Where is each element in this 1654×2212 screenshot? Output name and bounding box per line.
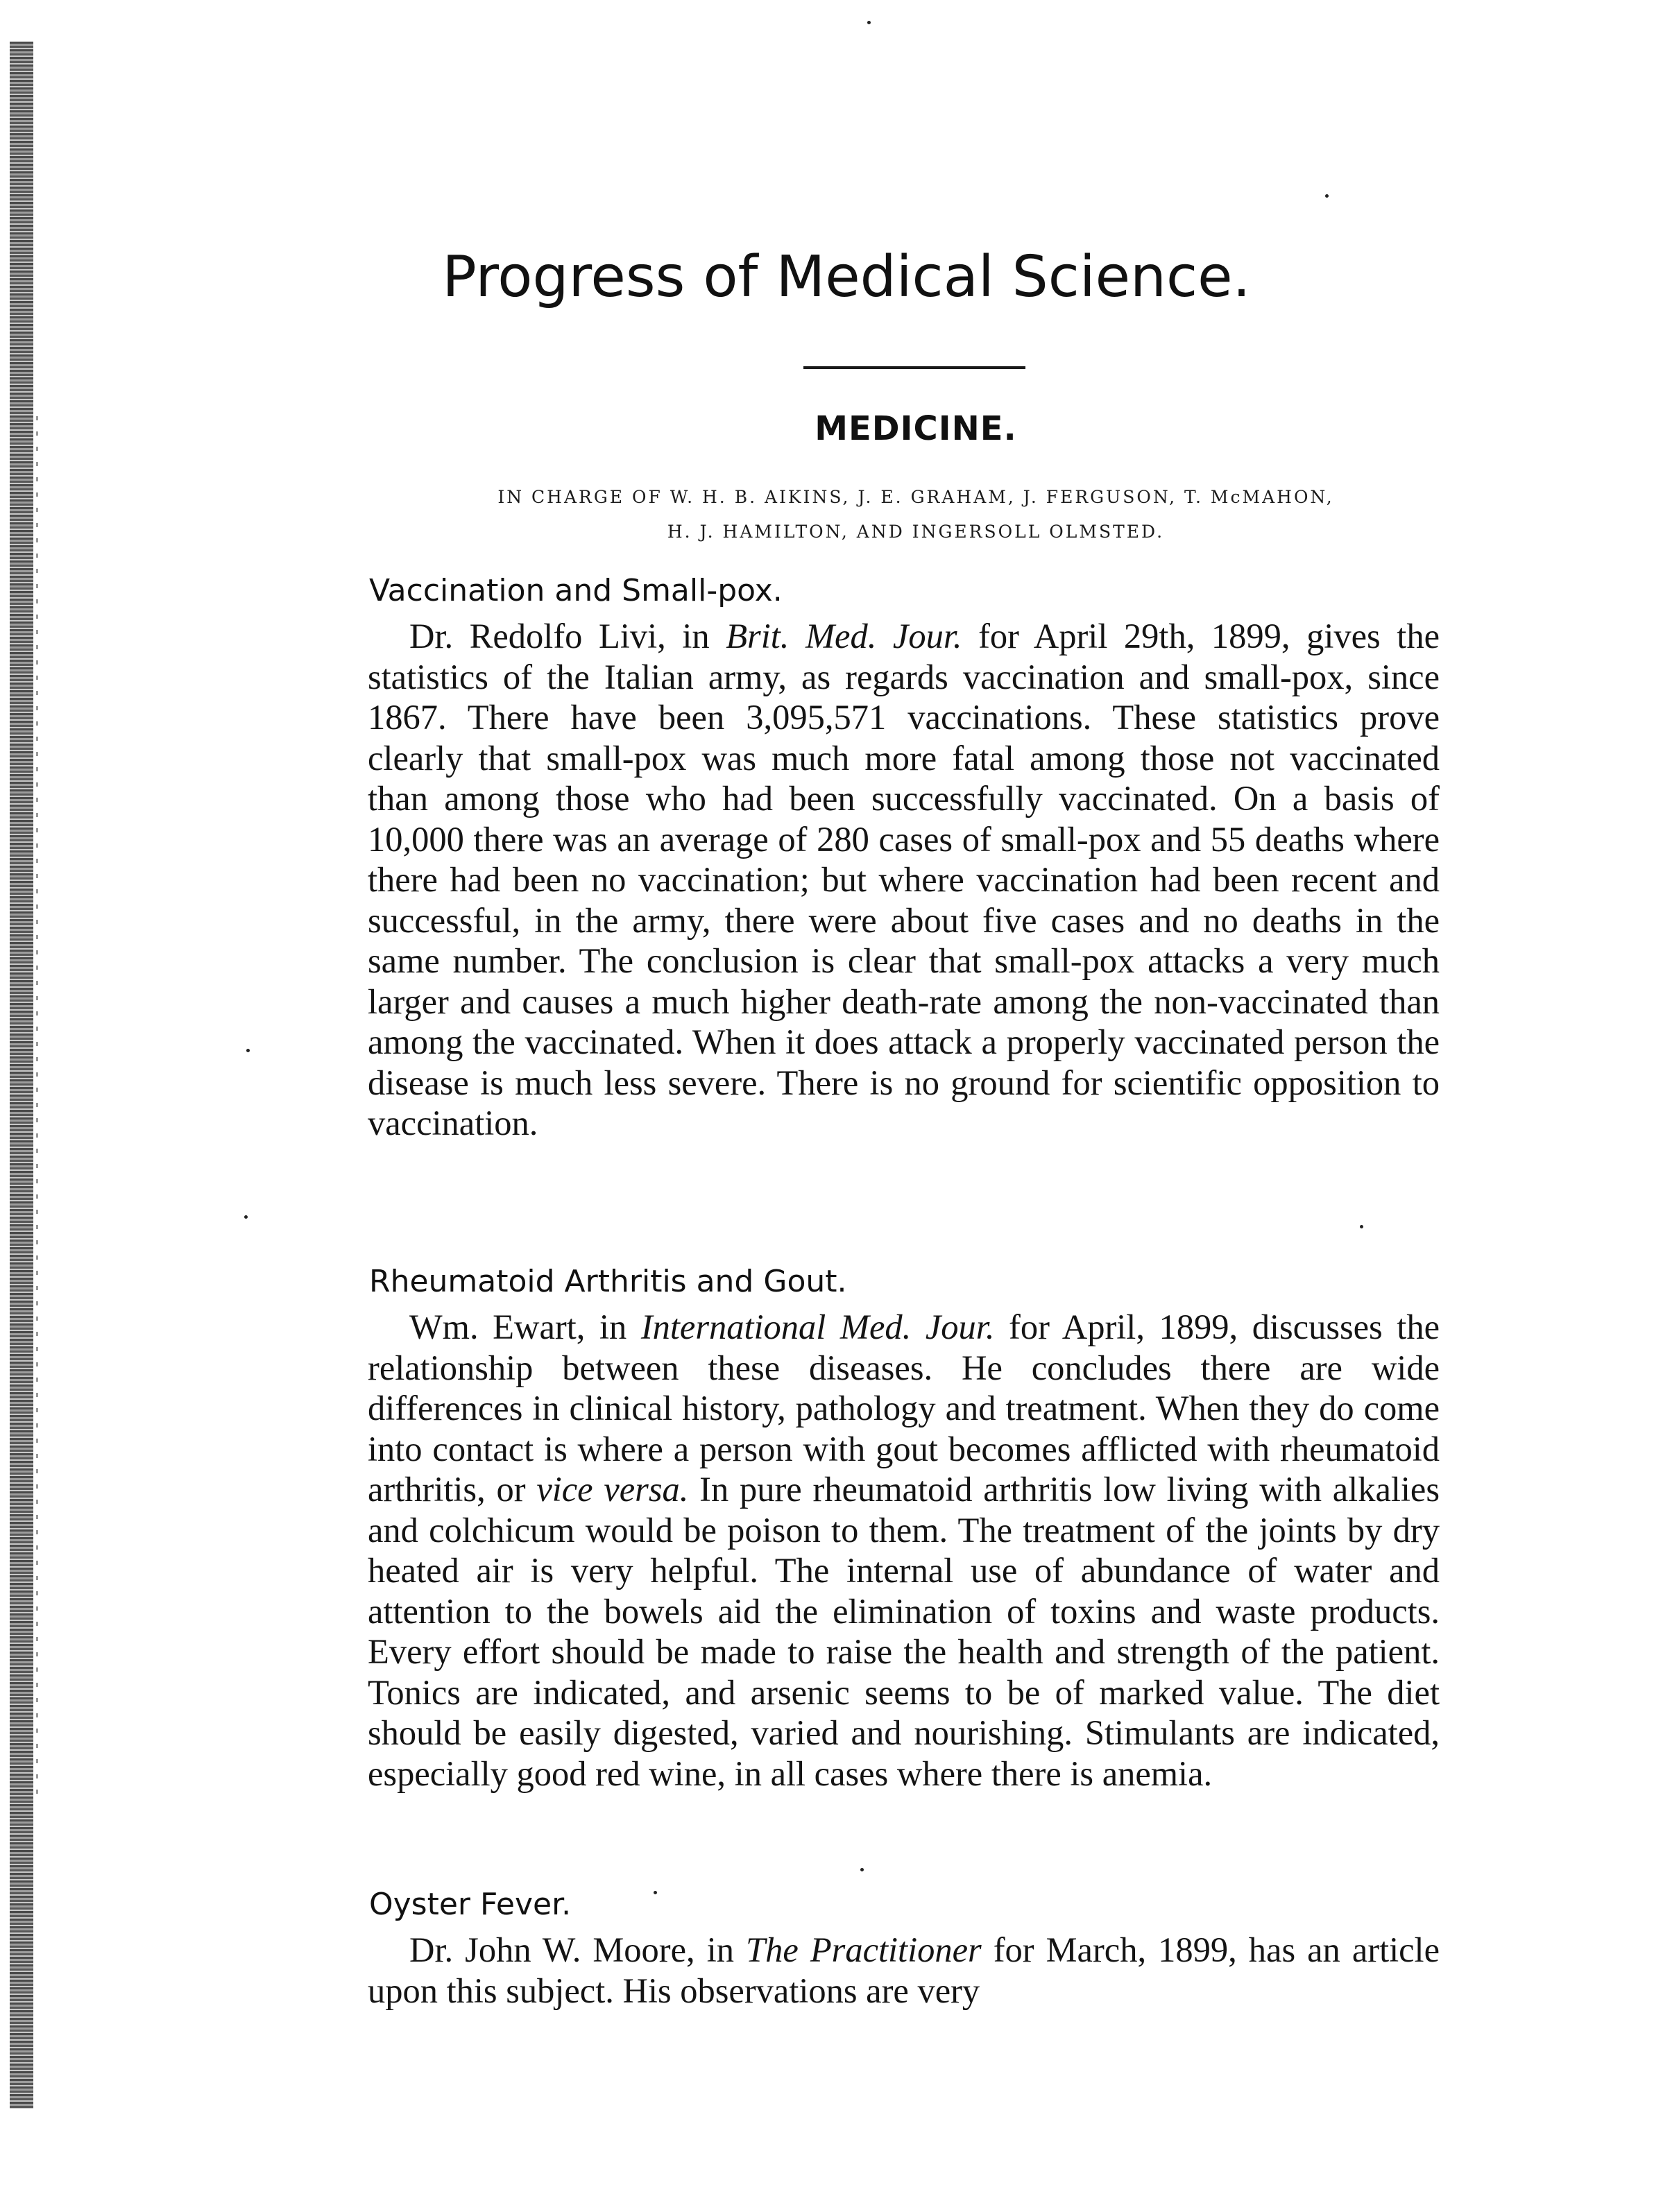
editors-line: IN CHARGE OF W. H. B. AIKINS, J. E. GRAHAM, J. FERGUSON, T. McMAHON,: [497, 487, 1334, 507]
article-paragraph: [368, 1930, 1440, 2011]
journal-title: The Practitioner: [746, 1930, 982, 1969]
editors-line: H. J. HAMILTON, AND INGERSOLL OLMSTED.: [667, 522, 1165, 542]
article-intro: Dr. John W. Moore, in: [409, 1930, 747, 1969]
article-intro: Dr. Redolfo Livi, in: [409, 617, 726, 655]
article-heading: Rheumatoid Arthritis and Gout.: [369, 1264, 847, 1299]
scan-speck: [1360, 1225, 1363, 1228]
article-heading: Vaccination and Small-pox.: [369, 573, 783, 608]
scan-speck: [860, 1868, 864, 1871]
page-title: Progress of Medical Science.: [442, 244, 1251, 310]
title-rule: [803, 366, 1025, 369]
editors-credit: [361, 480, 1471, 549]
scan-speck: [867, 21, 871, 24]
scan-edge-noise: [36, 416, 38, 1803]
article-body: for April, 1899, discusses the relationship between these diseases. He concludes there are wide differences in clinical history, pathology and treatment. When they do come into contact is where a person with gout becomes afflicted with rheumatoid arthritis, or: [368, 1308, 1440, 1509]
article-heading: Oyster Fever.: [369, 1887, 572, 1922]
article-body: for March, 1899, has an article upon this subject. His observations are very: [368, 1930, 1440, 2010]
journal-title: Brit. Med. Jour.: [726, 617, 962, 655]
article-body: In pure rheumatoid arthritis low living with alkalies and colchicum would be poison to them. The treatment of the joints by dry heated air is very helpful. The internal use of abundance of water and attention to the bowels aid the elimination of toxins and waste products. Every effort should be made to raise the health and strength of the patient. Tonics are indicated, and arsenic seems to be of marked value. The diet should be easily digested, varied and nourishing. Stimulants are indicated, especially good red wine, in all cases where there is anemia.: [368, 1470, 1440, 1793]
scan-speck: [244, 1215, 248, 1219]
scan-speck: [1325, 194, 1329, 198]
scan-binding-edge: [10, 42, 33, 2109]
latin-phrase: vice versa.: [536, 1470, 689, 1509]
section-title: MEDICINE.: [815, 409, 1017, 448]
article-paragraph: [368, 616, 1440, 1144]
article-body: for April 29th, 1899, gives the statistics of the Italian army, as regards vaccination and small-pox, since 1867. There have been 3,095,571 vaccinations. These statistics prove clearly that small-pox was much more fatal among those not vaccinated than among those who had been successfully vaccinated. On a basis of 10,000 there was an average of 280 cases of small-pox and 55 deaths where there had been no vaccination; but where vaccination had been recent and successful, in the army, there were about five cases and no deaths in the same number. The conclusion is clear that small-pox attacks a very much larger and causes a much higher death-rate among the non-vaccinated than among the vaccinated. When it does attack a properly vaccinated person the disease is much less severe. There is no ground for scientific opposition to vaccination.: [368, 617, 1440, 1142]
article-intro: Wm. Ewart, in: [409, 1308, 641, 1346]
scan-speck: [246, 1049, 250, 1052]
scan-speck: [654, 1891, 657, 1894]
journal-title: International Med. Jour.: [640, 1308, 995, 1346]
article-paragraph: [368, 1307, 1440, 1794]
